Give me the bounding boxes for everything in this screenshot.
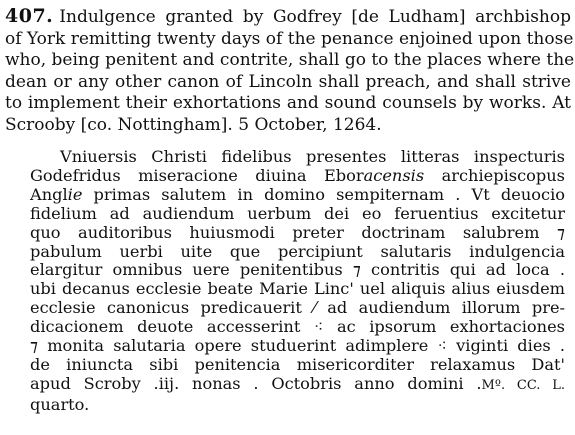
- calendar-text: Indulgence granted by Godfrey [de Ludham] archbishop: [59, 7, 571, 27]
- expanded-abbreviation: acensis: [363, 165, 425, 185]
- latin-text: Godefridus miseracione diuina Ebor: [30, 165, 364, 185]
- latin-line: ecclesie canonicus predicauerit ⁄ ad audiendum illorum pre-: [30, 298, 565, 318]
- latin-charter-text: [30, 148, 565, 415]
- entry-number: 407.: [5, 5, 54, 27]
- latin-line: dicacionem deuote accesserint ⁖ ac ipsorum exhortaciones: [30, 317, 565, 337]
- latin-line: quarto.: [30, 394, 90, 414]
- latin-line: [30, 167, 565, 186]
- calendar-line: of York remitting twenty days of the penance enjoined upon those: [5, 28, 574, 49]
- latin-line: de iniuncta sibi penitencia misericorditer relaxamus Dat': [30, 354, 565, 374]
- latin-line: quo auditoribus huiusmodi preter doctrinam salubrem ⁊: [30, 222, 565, 242]
- latin-text: primas salutem in domino sempiternam . Vt deuocio: [82, 184, 565, 204]
- calendar-line: to implement their exhortations and sound counsels by works. At: [5, 93, 571, 113]
- latin-line: ubi decanus ecclesie beate Marie Linc' uel aliquis alius eiusdem: [30, 279, 565, 299]
- latin-text: Angl: [30, 184, 68, 204]
- latin-line: elargitur omnibus uere penitentibus ⁊ contritis qui ad loca .: [30, 260, 565, 280]
- expanded-abbreviation: ie: [67, 184, 83, 204]
- calendar-entry: [5, 5, 575, 136]
- calendar-line: [5, 6, 571, 29]
- latin-text: apud Scroby .iij. nonas . Octobris anno domini .: [30, 373, 482, 393]
- year-numeral: Mº. CC. L.: [481, 377, 565, 393]
- latin-line: [30, 375, 565, 396]
- calendar-line: who, being penitent and contrite, shall go to the places where the: [5, 50, 575, 70]
- latin-line: fidelium ad audiendum uerbum dei eo feruentius excitetur: [30, 203, 565, 223]
- calendar-line: dean or any other canon of Lincoln shall preach, and shall strive: [5, 71, 571, 92]
- latin-line: pabulum uerbi uite que percipiunt salutaris indulgencia: [30, 241, 565, 261]
- latin-line: Vniuersis Christi fidelibus presentes litteras inspecturis: [60, 147, 565, 166]
- latin-text: archiepiscopus: [424, 165, 565, 185]
- latin-line: [30, 186, 565, 205]
- latin-line: ⁊ monita salutaria opere studuerint adimplere ⁖ viginti dies .: [30, 336, 565, 356]
- calendar-line: Scrooby [co. Nottingham]. 5 October, 1264.: [5, 114, 382, 135]
